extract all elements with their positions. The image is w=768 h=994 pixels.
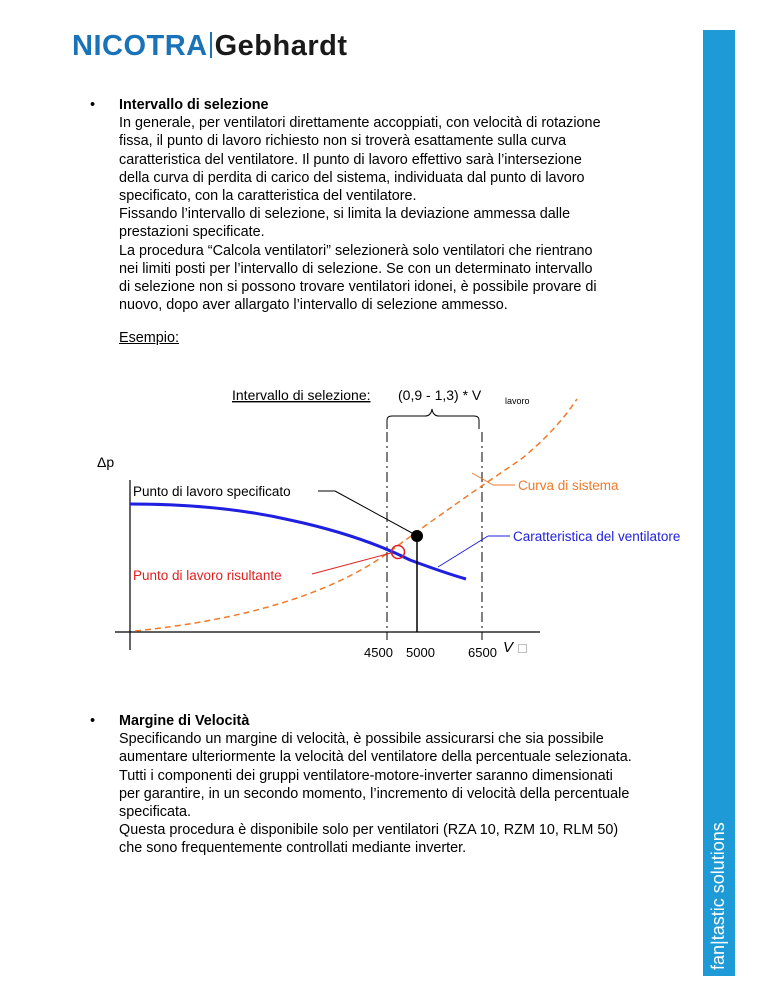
bullet: • — [90, 97, 96, 113]
text-line: In generale, per ventilatori direttamente accoppiati, con velocità di rotazione — [119, 115, 601, 132]
section-heading: Intervallo di selezione — [119, 97, 269, 113]
bullet: • — [90, 713, 96, 729]
label-resulting-point: Punto di lavoro risultante — [133, 568, 282, 583]
system-curve — [135, 399, 577, 631]
leader-specified-diag — [335, 491, 412, 533]
logo-gebhardt: Gebhardt — [214, 30, 348, 62]
text-line: della curva di perdita di carico del sistema, individuata dal punto di lavoro — [119, 169, 585, 186]
text-line: nei limiti posti per l’intervallo di selezione. Se con un determinato intervallo — [119, 260, 593, 277]
range-formula: (0,9 - 1,3) * V — [398, 387, 482, 403]
text-line: nuovo, dopo aver allargato l’intervallo di selezione ammesso. — [119, 297, 508, 314]
text-line: che sono frequentemente controllati mediante inverter. — [119, 840, 467, 857]
tagline: fan|tastic solutions — [708, 822, 728, 970]
x-axis-label: V — [503, 639, 514, 656]
example-label: Esempio: — [119, 330, 179, 346]
leader-fan — [438, 536, 488, 567]
tick-label-5000: 5000 — [406, 645, 435, 660]
text-line: prestazioni specificate. — [119, 224, 265, 241]
label-fan-curve: Caratteristica del ventilatore — [513, 529, 681, 544]
section-speed-margin — [90, 712, 690, 858]
text-line: specificata. — [119, 804, 191, 821]
text-line: fissa, il punto di lavoro richiesto non si troverà esattamente sulla curva — [119, 133, 567, 150]
text-line: Specificando un margine di velocità, è possibile assicurarsi che sia possibile — [119, 731, 604, 748]
leader-resulting — [312, 553, 391, 574]
text-line: per garantire, in un secondo momento, l’incremento di velocità della percentuale — [119, 785, 630, 802]
text-line: di selezione non si possono trovare ventilatori idonei, è possibile provare di — [119, 279, 597, 296]
logo-nicotra: NICOTRA — [72, 30, 208, 62]
text-line: La procedura “Calcola ventilatori” selezionerà solo ventilatori che rientrano — [119, 242, 593, 259]
tick-label-4500: 4500 — [364, 645, 393, 660]
text-line: Tutti i componenti dei gruppi ventilatore-motore-inverter saranno dimensionati — [119, 767, 613, 784]
x-axis-glyph: ⃞ — [518, 644, 528, 654]
specified-point-marker — [411, 530, 423, 542]
label-system-curve: Curva di sistema — [518, 478, 619, 493]
text-line: Fissando l’intervallo di selezione, si limita la deviazione ammessa dalle — [119, 206, 571, 223]
y-axis-label: Δp — [97, 454, 115, 470]
text-line: specificato, con la caratteristica del ventilatore. — [119, 188, 417, 205]
range-label: Intervallo di selezione: — [232, 387, 371, 403]
text-line: caratteristica del ventilatore. Il punto di lavoro effettivo sarà l’intersezione — [119, 151, 582, 168]
text-line: Questa procedura è disponibile solo per ventilatori (RZA 10, RZM 10, RLM 50) — [119, 822, 619, 839]
tick-label-6500: 6500 — [468, 645, 497, 660]
range-brace — [387, 409, 479, 429]
range-subscript: lavoro — [505, 396, 530, 406]
section-heading: Margine di Velocità — [119, 713, 250, 729]
label-specified-point: Punto di lavoro specificato — [133, 484, 291, 499]
text-line: aumentare ulteriormente la velocità del ventilatore della percentuale selezionata. — [119, 749, 632, 766]
